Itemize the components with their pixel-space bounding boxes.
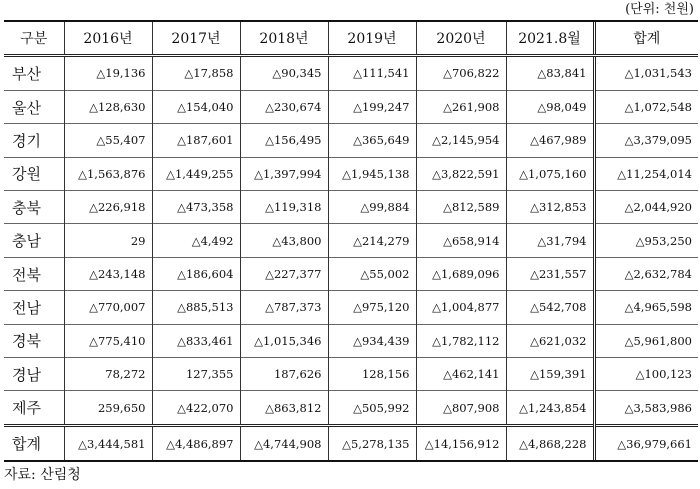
table-cell: △1,243,854 bbox=[506, 391, 594, 426]
table-cell: △1,397,994 bbox=[240, 157, 328, 190]
table-cell: △186,604 bbox=[152, 257, 240, 290]
row-header-region: 부산 bbox=[4, 56, 64, 91]
table-cell: △885,513 bbox=[152, 291, 240, 324]
row-header-region: 충북 bbox=[4, 191, 64, 224]
header-2021-aug: 2021.8월 bbox=[506, 22, 594, 56]
row-total-cell: △3,583,986 bbox=[594, 391, 698, 426]
table-cell: △4,868,228 bbox=[506, 426, 594, 460]
table-cell: △128,630 bbox=[64, 90, 152, 123]
table-cell: △706,822 bbox=[416, 56, 506, 91]
table-row bbox=[4, 391, 698, 426]
table-cell: △1,004,877 bbox=[416, 291, 506, 324]
table-cell: △787,373 bbox=[240, 291, 328, 324]
table-cell: △1,015,346 bbox=[240, 324, 328, 357]
header-2019: 2019년 bbox=[328, 22, 416, 56]
table-cell: △4,492 bbox=[152, 224, 240, 257]
table-row bbox=[4, 224, 698, 257]
row-header-region: 경기 bbox=[4, 124, 64, 157]
table-cell: △863,812 bbox=[240, 391, 328, 426]
header-2018: 2018년 bbox=[240, 22, 328, 56]
table-cell: △467,989 bbox=[506, 124, 594, 157]
table-cell: △90,345 bbox=[240, 56, 328, 91]
row-total-cell: △100,123 bbox=[594, 358, 698, 391]
table-cell: △1,449,255 bbox=[152, 157, 240, 190]
header-category: 구분 bbox=[4, 22, 64, 56]
row-header-region: 울산 bbox=[4, 90, 64, 123]
table-cell: △621,032 bbox=[506, 324, 594, 357]
table-cell: 128,156 bbox=[328, 358, 416, 391]
table-cell: △99,884 bbox=[328, 191, 416, 224]
row-total-cell: △11,254,014 bbox=[594, 157, 698, 190]
table-cell: △4,744,908 bbox=[240, 426, 328, 460]
row-header-region: 합계 bbox=[4, 426, 64, 460]
table-cell: △934,439 bbox=[328, 324, 416, 357]
table-row bbox=[4, 191, 698, 224]
row-total-cell: △2,632,784 bbox=[594, 257, 698, 290]
table-cell: △231,557 bbox=[506, 257, 594, 290]
table-cell: △3,444,581 bbox=[64, 426, 152, 460]
table-cell: △542,708 bbox=[506, 291, 594, 324]
table-cell: △833,461 bbox=[152, 324, 240, 357]
row-header-region: 충남 bbox=[4, 224, 64, 257]
table-cell: △770,007 bbox=[64, 291, 152, 324]
table-cell: △227,377 bbox=[240, 257, 328, 290]
table-cell: △83,841 bbox=[506, 56, 594, 91]
table-cell: △1,782,112 bbox=[416, 324, 506, 357]
table-cell: △975,120 bbox=[328, 291, 416, 324]
table-cell: 29 bbox=[64, 224, 152, 257]
table-cell: △658,914 bbox=[416, 224, 506, 257]
table-cell: △505,992 bbox=[328, 391, 416, 426]
budget-table bbox=[4, 22, 698, 460]
row-header-region: 전북 bbox=[4, 257, 64, 290]
table-cell: △119,318 bbox=[240, 191, 328, 224]
table-cell: △2,145,954 bbox=[416, 124, 506, 157]
table-cell: △214,279 bbox=[328, 224, 416, 257]
row-total-cell: △1,031,543 bbox=[594, 56, 698, 91]
table-cell: △812,589 bbox=[416, 191, 506, 224]
header-total: 합계 bbox=[594, 22, 698, 56]
table-row bbox=[4, 157, 698, 190]
table-row bbox=[4, 358, 698, 391]
row-total-cell: △36,979,661 bbox=[594, 426, 698, 460]
table-cell: △3,822,591 bbox=[416, 157, 506, 190]
table-cell: △1,563,876 bbox=[64, 157, 152, 190]
table-cell: 78,272 bbox=[64, 358, 152, 391]
table-total-row bbox=[4, 426, 698, 460]
table-cell: △14,156,912 bbox=[416, 426, 506, 460]
row-total-cell: △4,965,598 bbox=[594, 291, 698, 324]
table-cell: △156,495 bbox=[240, 124, 328, 157]
header-2017: 2017년 bbox=[152, 22, 240, 56]
table-cell: 127,355 bbox=[152, 358, 240, 391]
row-total-cell: △2,044,920 bbox=[594, 191, 698, 224]
table-cell: △226,918 bbox=[64, 191, 152, 224]
row-total-cell: △5,961,800 bbox=[594, 324, 698, 357]
table-cell: △43,800 bbox=[240, 224, 328, 257]
table-row bbox=[4, 56, 698, 91]
row-header-region: 제주 bbox=[4, 391, 64, 426]
row-header-region: 강원 bbox=[4, 157, 64, 190]
source-note: 자료: 산림청 bbox=[4, 467, 81, 483]
row-total-cell: △1,072,548 bbox=[594, 90, 698, 123]
table-cell: △19,136 bbox=[64, 56, 152, 91]
unit-note: (단위: 천원) bbox=[625, 2, 694, 17]
table-cell: △55,407 bbox=[64, 124, 152, 157]
table-cell: △422,070 bbox=[152, 391, 240, 426]
table-cell: △1,075,160 bbox=[506, 157, 594, 190]
table-cell: △98,049 bbox=[506, 90, 594, 123]
table-row bbox=[4, 324, 698, 357]
table-cell: 259,650 bbox=[64, 391, 152, 426]
row-header-region: 경남 bbox=[4, 358, 64, 391]
table-cell: △312,853 bbox=[506, 191, 594, 224]
table-row bbox=[4, 257, 698, 290]
data-table-frame bbox=[4, 20, 698, 462]
table-cell: △473,358 bbox=[152, 191, 240, 224]
table-cell: △31,794 bbox=[506, 224, 594, 257]
table-cell: △199,247 bbox=[328, 90, 416, 123]
header-2020: 2020년 bbox=[416, 22, 506, 56]
header-2016: 2016년 bbox=[64, 22, 152, 56]
row-header-region: 전남 bbox=[4, 291, 64, 324]
table-cell: △159,391 bbox=[506, 358, 594, 391]
table-cell: △261,908 bbox=[416, 90, 506, 123]
table-cell: △17,858 bbox=[152, 56, 240, 91]
row-total-cell: △953,250 bbox=[594, 224, 698, 257]
table-row bbox=[4, 90, 698, 123]
table-cell: △187,601 bbox=[152, 124, 240, 157]
table-row bbox=[4, 291, 698, 324]
table-cell: △111,541 bbox=[328, 56, 416, 91]
table-cell: △807,908 bbox=[416, 391, 506, 426]
table-cell: △243,148 bbox=[64, 257, 152, 290]
table-cell: △154,040 bbox=[152, 90, 240, 123]
table-row bbox=[4, 124, 698, 157]
row-header-region: 경북 bbox=[4, 324, 64, 357]
table-cell: △1,945,138 bbox=[328, 157, 416, 190]
table-cell: △4,486,897 bbox=[152, 426, 240, 460]
table-cell: △230,674 bbox=[240, 90, 328, 123]
table-cell: △775,410 bbox=[64, 324, 152, 357]
table-cell: 187,626 bbox=[240, 358, 328, 391]
table-cell: △1,689,096 bbox=[416, 257, 506, 290]
table-cell: △365,649 bbox=[328, 124, 416, 157]
table-cell: △462,141 bbox=[416, 358, 506, 391]
row-total-cell: △3,379,095 bbox=[594, 124, 698, 157]
table-header-row bbox=[4, 22, 698, 56]
table-cell: △5,278,135 bbox=[328, 426, 416, 460]
table-cell: △55,002 bbox=[328, 257, 416, 290]
